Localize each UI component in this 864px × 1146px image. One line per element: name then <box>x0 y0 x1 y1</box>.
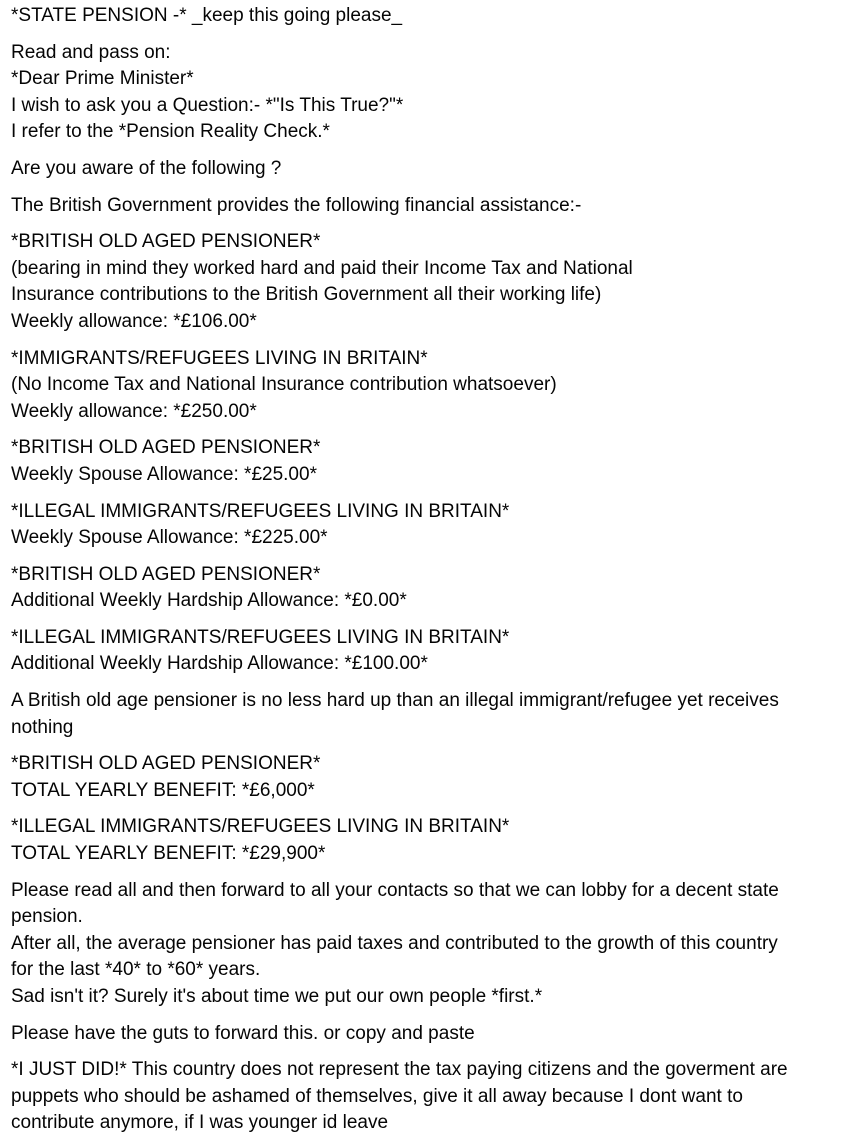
post-line: *I JUST DID!* This country does not represent the tax paying citizens and the goverment are <box>11 1059 788 1081</box>
post-line: Are you aware of the following ? <box>11 157 282 179</box>
post-paragraph <box>11 229 853 335</box>
post-paragraph <box>11 1057 853 1137</box>
post-line: TOTAL YEARLY BENEFIT: *£29,900* <box>11 843 326 865</box>
post-line: *ILLEGAL IMMIGRANTS/REFUGEES LIVING IN BRITAIN* <box>11 626 510 648</box>
post-paragraph <box>11 562 853 615</box>
post-line: Weekly allowance: *£250.00* <box>11 400 257 422</box>
post-line: *Dear Prime Minister* <box>11 68 194 90</box>
post-line: Weekly Spouse Allowance: *£25.00* <box>11 463 317 485</box>
post-line: puppets who should be ashamed of themselves, give it all away because I dont want to <box>11 1085 743 1107</box>
post-line: TOTAL YEARLY BENEFIT: *£6,000* <box>11 779 315 801</box>
post-line: *BRITISH OLD AGED PENSIONER* <box>11 437 321 459</box>
post-paragraph <box>11 814 853 867</box>
post-paragraph <box>11 1021 853 1048</box>
post-line: Additional Weekly Hardship Allowance: *£0.00* <box>11 590 407 612</box>
post-paragraph <box>11 751 853 804</box>
post-line: contribute anymore, if I was younger id leave <box>11 1112 389 1134</box>
post-line: *BRITISH OLD AGED PENSIONER* <box>11 753 321 775</box>
post-line: nothing <box>11 716 74 738</box>
post-line: for the last *40* to *60* years. <box>11 959 261 981</box>
post-paragraph <box>11 3 853 30</box>
post-line: Please read all and then forward to all your contacts so that we can lobby for a decent state <box>11 879 779 901</box>
post-paragraph <box>11 435 853 488</box>
post-line: Weekly allowance: *£106.00* <box>11 310 257 332</box>
post-line: (No Income Tax and National Insurance contribution whatsoever) <box>11 374 557 396</box>
post-line: Weekly Spouse Allowance: *£225.00* <box>11 527 328 549</box>
post-line: Sad isn't it? Surely it's about time we put our own people *first.* <box>11 986 543 1007</box>
post-line: *ILLEGAL IMMIGRANTS/REFUGEES LIVING IN BRITAIN* <box>11 816 510 838</box>
post-line: Additional Weekly Hardship Allowance: *£100.00* <box>11 653 428 675</box>
post-line: I wish to ask you a Question:- *"Is This True?"* <box>11 94 404 116</box>
post-paragraph <box>11 625 853 678</box>
post-line: I refer to the *Pension Reality Check.* <box>11 121 330 143</box>
post-line: *BRITISH OLD AGED PENSIONER* <box>11 563 321 585</box>
post-line: Read and pass on: <box>11 41 171 63</box>
post-line: *ILLEGAL IMMIGRANTS/REFUGEES LIVING IN BRITAIN* <box>11 500 510 522</box>
post-line: Please have the guts to forward this. or copy and paste <box>11 1022 475 1044</box>
post-paragraph <box>11 346 853 426</box>
post-paragraph <box>11 40 853 146</box>
post-paragraph <box>11 193 853 220</box>
post-line: The British Government provides the following financial assistance:- <box>11 194 582 216</box>
post-line: Insurance contributions to the British Government all their working life) <box>11 284 602 306</box>
post-paragraph <box>11 688 853 741</box>
post-line: (bearing in mind they worked hard and paid their Income Tax and National <box>11 257 633 279</box>
post-paragraph <box>11 156 853 183</box>
post-line: *BRITISH OLD AGED PENSIONER* <box>11 231 321 253</box>
post-line: A British old age pensioner is no less hard up than an illegal immigrant/refugee yet receives <box>11 690 779 712</box>
post-line: pension. <box>11 906 83 928</box>
post-line: After all, the average pensioner has paid taxes and contributed to the growth of this country <box>11 932 778 954</box>
post-paragraph <box>11 499 853 552</box>
post-line: *IMMIGRANTS/REFUGEES LIVING IN BRITAIN* <box>11 347 428 369</box>
post-line: *STATE PENSION -* _keep this going please_ <box>11 5 403 26</box>
post-paragraph <box>11 878 853 1011</box>
